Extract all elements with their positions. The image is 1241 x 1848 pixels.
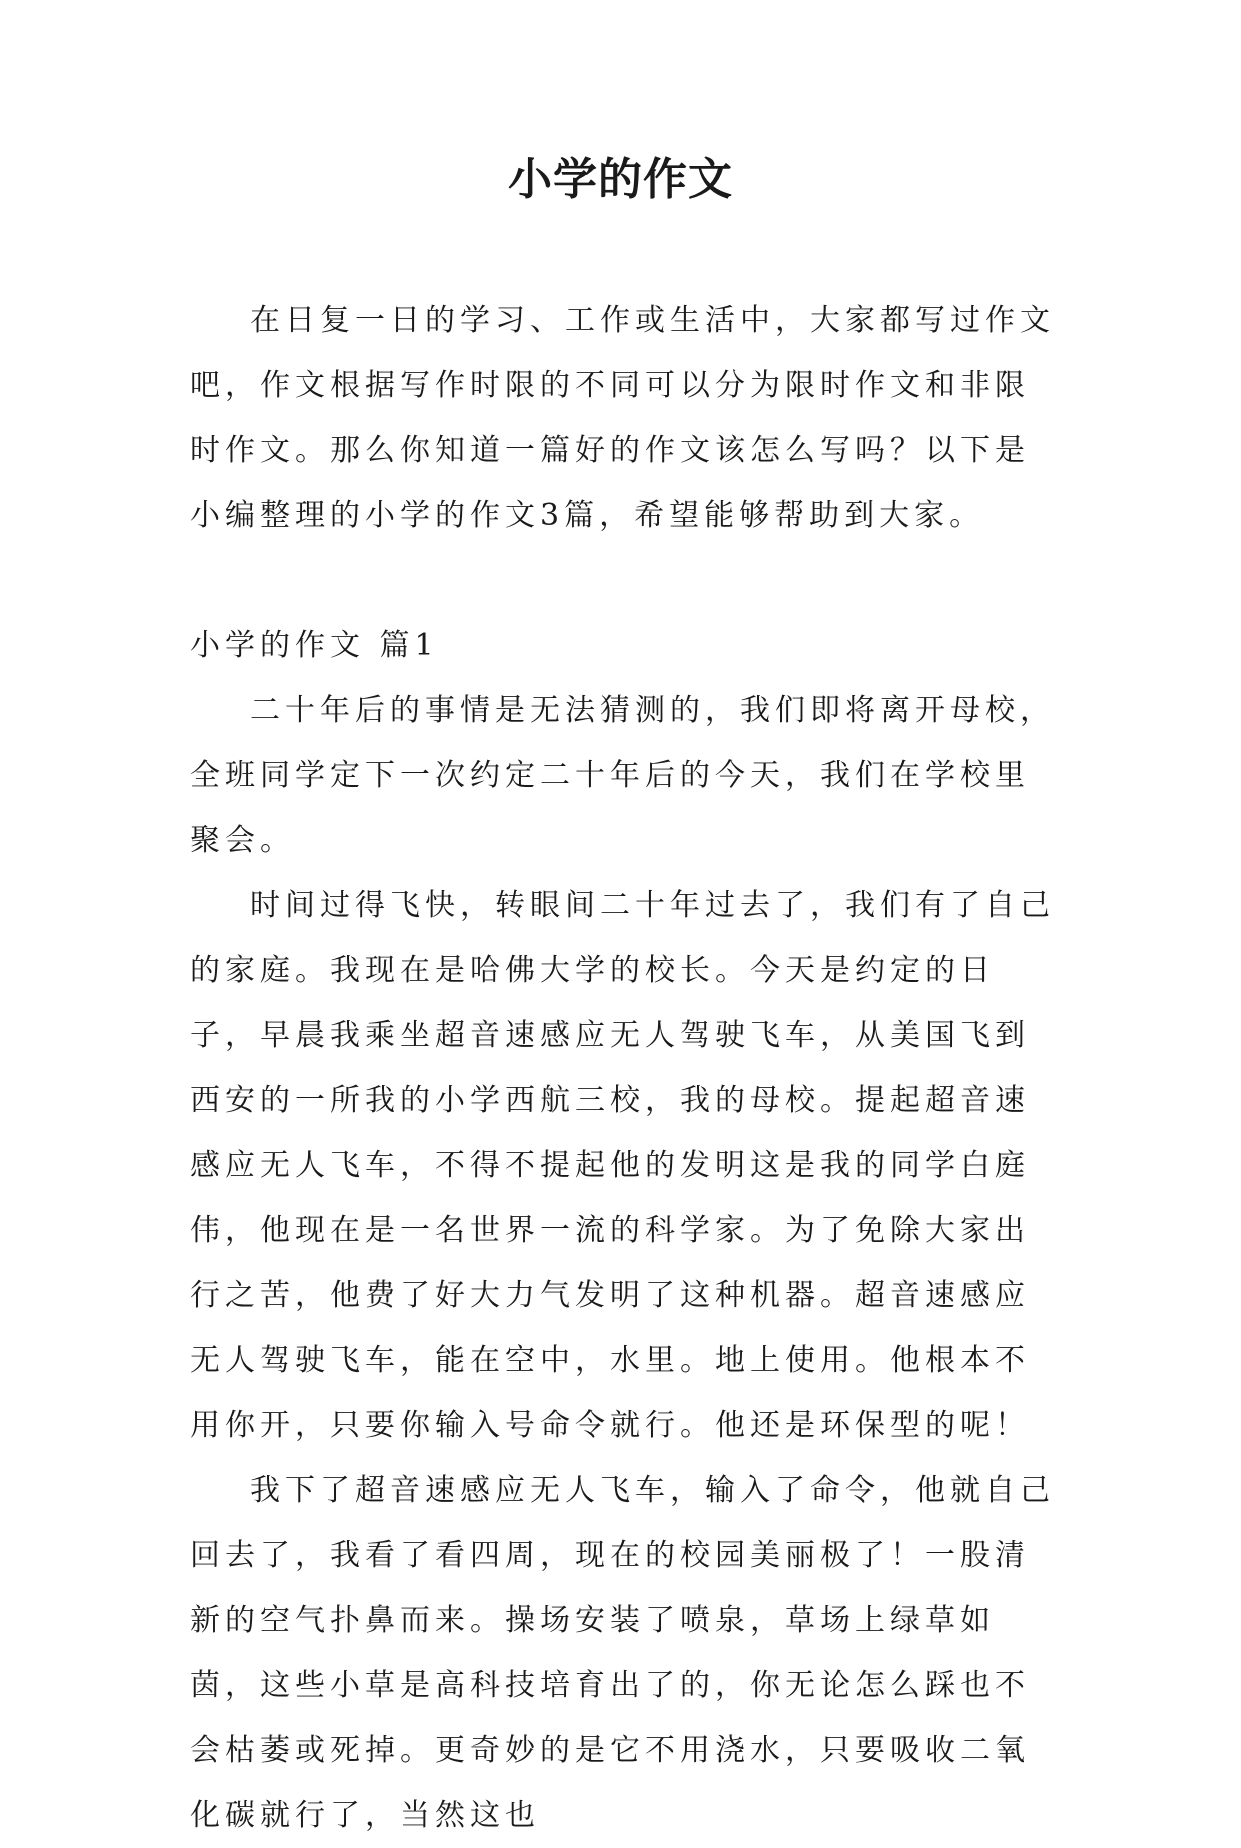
document-body: [190, 288, 1060, 1848]
body-paragraph: 二十年后的事情是无法猜测的，我们即将离开母校，全班同学定下一次约定二十年后的今天，我们在学校里聚会。: [190, 693, 1055, 858]
page-title: 小学的作文: [508, 154, 733, 205]
intro-paragraph: 在日复一日的学习、工作或生活中，大家都写过作文吧，作文根据写作时限的不同可以分为限时作文和非限时作文。那么你知道一篇好的作文该怎么写吗？以下是小编整理的小学的作文3篇，希望能够帮助到大家。: [190, 303, 1055, 533]
section-heading: 小学的作文 篇1: [190, 628, 439, 663]
body-paragraph: 我下了超音速感应无人飞车，输入了命令，他就自己回去了，我看了看四周，现在的校园美丽极了！一股清新的空气扑鼻而来。操场安装了喷泉，草场上绿草如茵，这些小草是高科技培育出了的，你无论怎么踩也不会枯萎或死掉。更奇妙的是它不用浇水，只要吸收二氧化碳就行了，当然这也: [190, 1473, 1055, 1833]
body-paragraph: 时间过得飞快，转眼间二十年过去了，我们有了自己的家庭。我现在是哈佛大学的校长。今天是约定的日子，早晨我乘坐超音速感应无人驾驶飞车，从美国飞到西安的一所我的小学西航三校，我的母校。提起超音速感应无人飞车，不得不提起他的发明这是我的同学白庭伟，他现在是一名世界一流的科学家。为了免除大家出行之苦，他费了好大力气发明了这种机器。超音速感应无人驾驶飞车，能在空中，水里。地上使用。他根本不用你开，只要你输入号命令就行。他还是环保型的呢！: [190, 888, 1055, 1443]
